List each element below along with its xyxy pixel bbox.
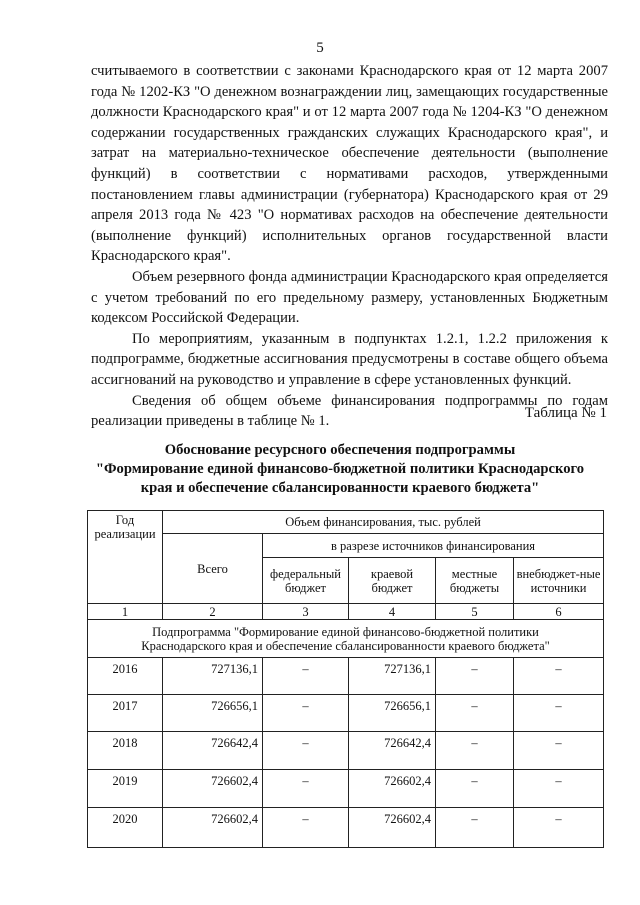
cell-regional: 727136,1 [349,658,436,695]
financing-table [87,510,604,848]
cell-local: – [436,732,514,770]
header-volume: Объем финансирования, тыс. рублей [163,511,604,534]
header-local: местные бюджеты [436,558,514,604]
cell-extra: – [514,808,604,848]
table-title [70,441,610,498]
header-extra: внебюджет-ные источники [514,558,604,604]
table-row [88,658,604,695]
cell-federal: – [263,732,349,770]
body-text [91,61,608,432]
header-federal: федеральный бюджет [263,558,349,604]
header-row-2 [88,534,604,558]
table-title-line-3: края и обеспечение сбалансированности краевого бюджета" [140,480,540,496]
cell-extra: – [514,658,604,695]
cell-year: 2016 [88,658,163,695]
paragraph-4: Сведения об общем объеме финансирования подпрограммы по годам реализации приведены в таблице № 1. [91,392,608,430]
header-year: Год реализации [88,511,163,604]
col-number: 1 [88,604,163,620]
cell-local: – [436,770,514,808]
cell-year: 2019 [88,770,163,808]
cell-total: 726602,4 [163,770,263,808]
header-by-source: в разрезе источников финансирования [263,534,604,558]
table-row [88,732,604,770]
col-number: 6 [514,604,604,620]
cell-extra: – [514,732,604,770]
col-number: 2 [163,604,263,620]
table-caption: Таблица № 1 [524,405,607,421]
cell-extra: – [514,695,604,732]
header-row-1 [88,511,604,534]
cell-extra: – [514,770,604,808]
table-title-line-1: Обоснование ресурсного обеспечения подпрограммы [164,442,516,458]
cell-total: 726602,4 [163,808,263,848]
table-title-line-2: "Формирование единой финансово-бюджетной политики Краснодарского [95,461,585,477]
paragraph-1: считываемого в соответствии с законами Краснодарского края от 12 марта 2007 года № 1202-КЗ "О денежном вознаграждении лиц, замещающих государственные должности Краснодарского края" и от 12 марта 2007 года № 1204-КЗ "О денежном содержании государственных гражданских служащих Краснодарского края", и затрат на материально-техническое обеспечение деятельности (выполнение функций) в соответствии с нормативами расходов, утвержденными постановлением главы администрации (губернатора) Краснодарского края от 29 апреля 2013 года № 423 "О нормативах расходов на обеспечение деятельности (выполнение функций) исполнительных органов государственной власти Краснодарского края". [91,63,608,265]
cell-federal: – [263,808,349,848]
cell-total: 726642,4 [163,732,263,770]
paragraph-2: Объем резервного фонда администрации Краснодарского края определяется с учетом требований по его предельному размеру, установленных Бюджетным кодексом Российской Федерации. [91,268,608,327]
col-number: 5 [436,604,514,620]
col-number: 4 [349,604,436,620]
cell-federal: – [263,658,349,695]
cell-total: 726656,1 [163,695,263,732]
cell-year: 2017 [88,695,163,732]
cell-regional: 726602,4 [349,808,436,848]
table-row [88,808,604,848]
header-regional: краевой бюджет [349,558,436,604]
cell-regional: 726602,4 [349,770,436,808]
section-row [88,620,604,658]
section-label: Подпрограмма "Формирование единой финансово-бюджетной политики Краснодарского края и обеспечение сбалансированности краевого бюджета" [88,620,604,658]
cell-year: 2020 [88,808,163,848]
cell-regional: 726642,4 [349,732,436,770]
header-total: Всего [163,534,263,604]
table-row [88,695,604,732]
table-row [88,770,604,808]
cell-local: – [436,808,514,848]
col-number: 3 [263,604,349,620]
cell-local: – [436,658,514,695]
cell-federal: – [263,695,349,732]
cell-year: 2018 [88,732,163,770]
column-number-row [88,604,604,620]
cell-total: 727136,1 [163,658,263,695]
cell-regional: 726656,1 [349,695,436,732]
cell-federal: – [263,770,349,808]
paragraph-3: По мероприятиям, указанным в подпунктах 1.2.1, 1.2.2 приложения к подпрограмме, бюджетные ассигнования предусмотрены в составе общего объема ассигнований на руководство и управление в сфере установленных функций. [91,330,608,388]
cell-local: – [436,695,514,732]
page-number: 5 [316,40,324,56]
